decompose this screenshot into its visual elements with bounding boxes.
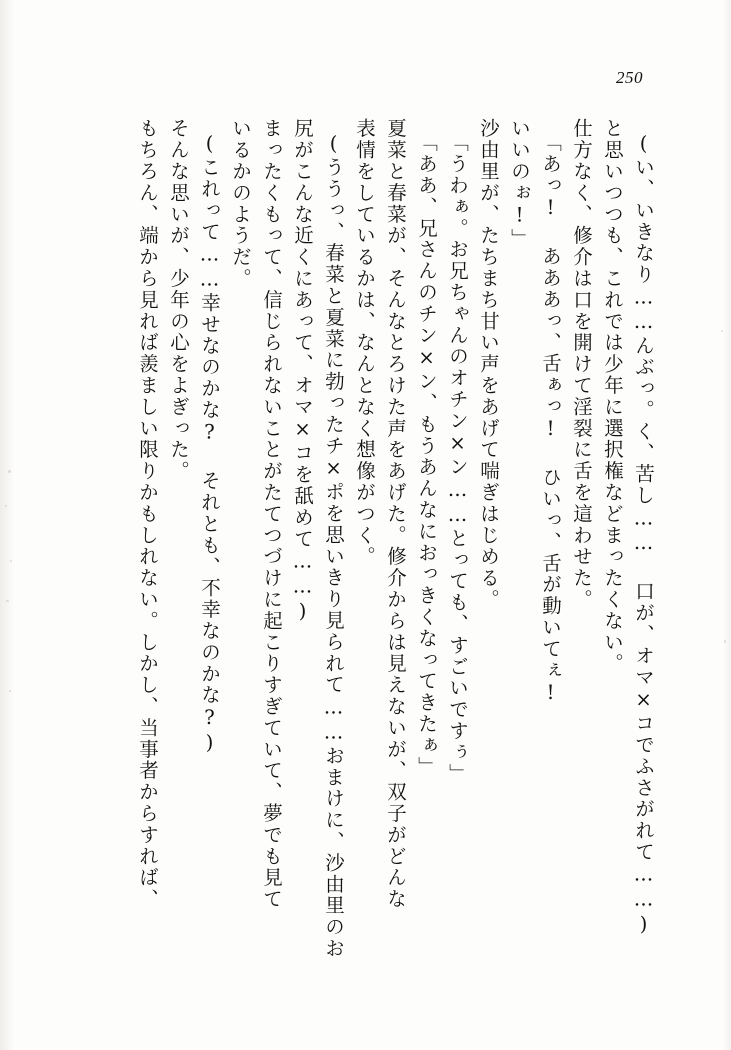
paper-speck bbox=[9, 690, 11, 692]
paper-speck bbox=[724, 640, 726, 643]
body-text-block bbox=[78, 118, 653, 990]
text-column: 表情をしているかは、なんとなく想像がつく。 bbox=[353, 118, 376, 568]
paper-speck bbox=[5, 505, 7, 507]
text-column: いるかのようだ。 bbox=[229, 118, 252, 290]
text-column: と思いつつも、これでは少年に選択権などまったくない。 bbox=[601, 118, 624, 675]
text-column: (ううっ、春菜と夏菜に勃ったチ×ポを思いきり見られて……おまけに、沙由里のお bbox=[322, 132, 345, 960]
text-column: 「ああ、兄さんのチン×ン、もうあんなにおっきくなってきたぁ」 bbox=[415, 132, 438, 778]
text-column: いいのぉ!」 bbox=[508, 118, 531, 250]
paper-speck bbox=[721, 330, 723, 332]
paper-speck bbox=[8, 470, 11, 473]
text-column: 尻がこんな近くにあって、オマ×コを舐めて……) bbox=[291, 118, 314, 625]
text-column: (これって……幸せなのかな? それとも、不幸なのかな?) bbox=[198, 132, 221, 756]
text-column: まったくもって、信じられないことがたてつづけに起こりすぎていて、夢でも見て bbox=[260, 118, 283, 910]
text-column: (い、いきなり……んぶっ。く、苦し…… 口が、オマ×コでふさがれて……) bbox=[632, 132, 655, 938]
page-number: 250 bbox=[616, 68, 643, 87]
text-column: 仕方なく、修介は口を開けて淫裂に舌を這わせた。 bbox=[570, 118, 593, 611]
page-edge-right bbox=[721, 0, 731, 1050]
text-column: 夏菜と春菜が、そんなとろけた声をあげた。修介からは見えないが、双子がどんな bbox=[384, 118, 407, 910]
text-column: 「あっ! あああっ、舌ぁっ! ひいっ、舌が動いてぇ! bbox=[539, 132, 562, 706]
paper-speck bbox=[10, 560, 12, 562]
text-column: そんな思いが、少年の心をよぎった。 bbox=[167, 118, 190, 482]
paper-speck bbox=[6, 600, 9, 602]
text-column: 「うわぁ。お兄ちゃんのオチン×ン……とっても、すごいですぅ」 bbox=[446, 132, 469, 785]
text-column: もちろん、端から見れば羨ましい限りかもしれない。しかし、当事者からすれば、 bbox=[136, 118, 159, 910]
page-edge-left bbox=[0, 0, 16, 1050]
text-column: 沙由里が、たちまち甘い声をあげて喘ぎはじめる。 bbox=[477, 118, 500, 611]
